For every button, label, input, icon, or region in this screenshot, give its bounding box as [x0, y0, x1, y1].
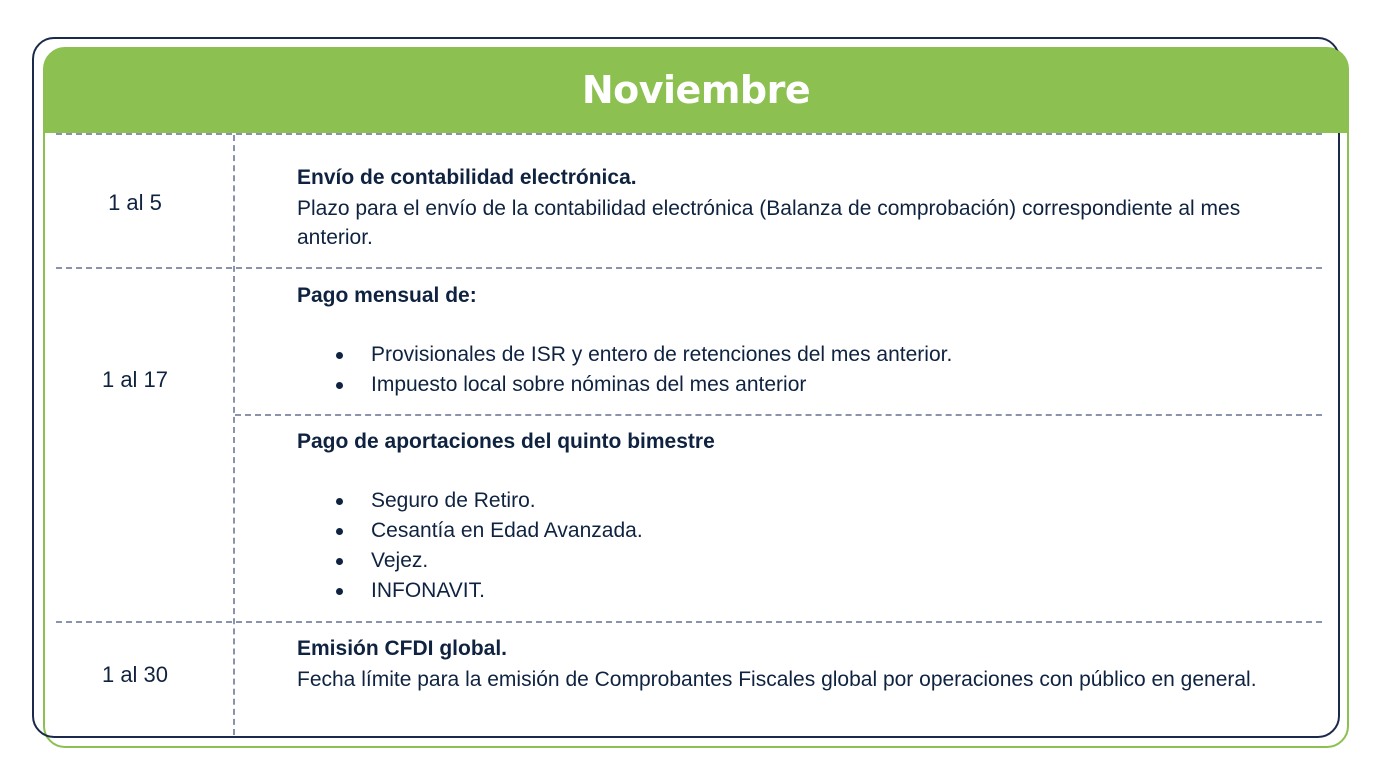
entry-heading: Pago de aportaciones del quinto bimestre — [297, 430, 715, 453]
header-divider — [56, 133, 1322, 135]
entry-heading: Emisión CFDI global. — [297, 637, 508, 660]
bullet-list — [331, 340, 952, 400]
month-header — [44, 48, 1348, 133]
row-divider — [56, 267, 1322, 269]
entry-description: Plazo para el envío de la contabilidad electrónica (Balanza de comprobación) correspondiente al mes anterior. — [297, 197, 1241, 249]
bullet-list — [331, 486, 643, 606]
list-item: Provisionales de ISR y entero de retenciones del mes anterior. — [331, 340, 952, 370]
list-item: Seguro de Retiro. — [331, 486, 643, 516]
date-cell: 1 al 5 — [108, 190, 162, 215]
entry-description: Fecha límite para la emisión de Comprobantes Fiscales global por operaciones con público en general. — [297, 668, 1257, 691]
sub-row-divider — [235, 414, 1322, 416]
month-title: Noviembre — [581, 68, 811, 112]
row-divider — [56, 621, 1322, 623]
list-item: Cesantía en Edad Avanzada. — [331, 516, 643, 546]
column-divider — [233, 135, 235, 735]
date-cell: 1 al 30 — [101, 662, 169, 687]
entry-heading: Envío de contabilidad electrónica. — [297, 166, 637, 189]
entry-heading: Pago mensual de: — [297, 284, 477, 307]
list-item: Vejez. — [331, 546, 643, 576]
list-item: INFONAVIT. — [331, 576, 643, 606]
list-item: Impuesto local sobre nóminas del mes anterior — [331, 370, 952, 400]
date-cell: 1 al 17 — [101, 367, 169, 392]
